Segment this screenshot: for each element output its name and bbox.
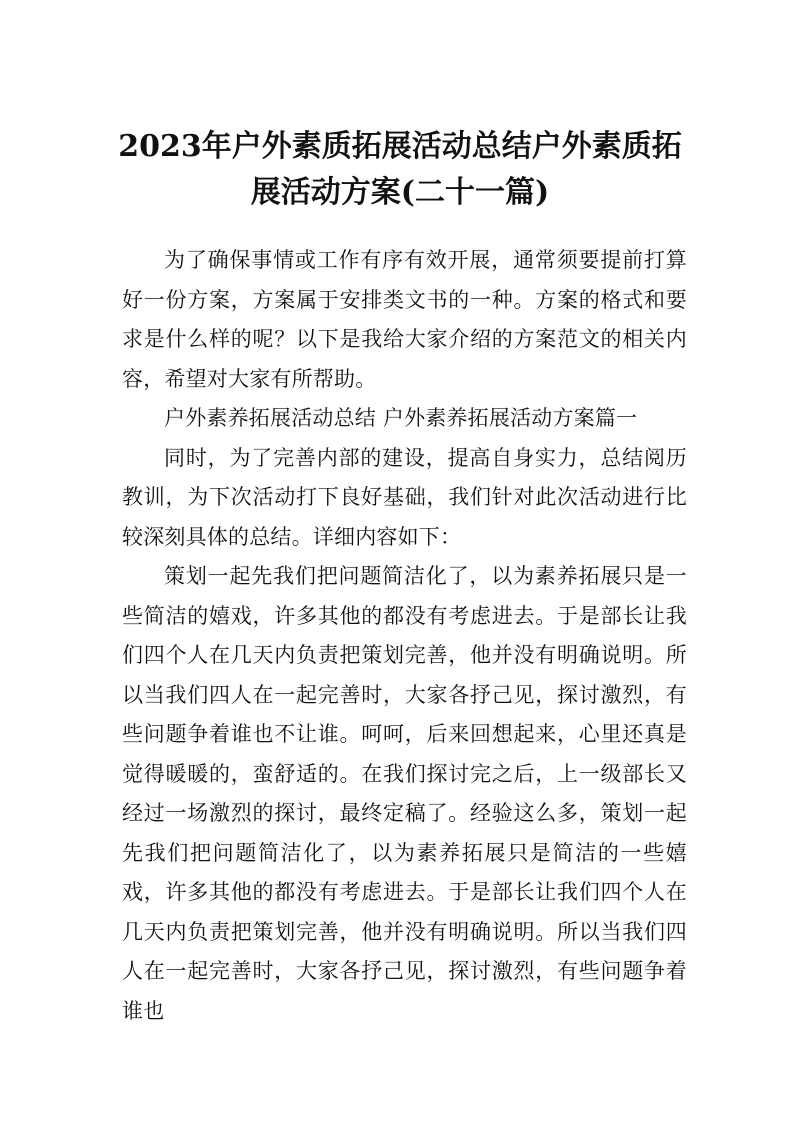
intro-paragraph: 为了确保事情或工作有序有效开展，通常须要提前打算好一份方案，方案属于安排类文书的一种。方案的格式和要求是什么样的呢？以下是我给大家介绍的方案范文的相关内容，希望对大家有所帮助。 bbox=[122, 248, 687, 391]
document-title bbox=[100, 124, 700, 216]
section-heading: 户外素养拓展活动总结 户外素养拓展活动方案篇一 bbox=[164, 406, 638, 430]
document-body bbox=[122, 241, 687, 1031]
planning-paragraph: 策划一起先我们把问题简洁化了，以为素养拓展只是一些简洁的嬉戏，许多其他的都没有考虑进去。于是部长让我们四个人在几天内负责把策划完善，他并没有明确说明。所以当我们四人在一起完善时，大家各抒己见，探讨激烈，有些问题争着谁也不让谁。呵呵，后来回想起来，心里还真是觉得暖暖的，蛮舒适的。在我们探讨完之后，上一级部长又经过一场激烈的探讨，最终定稿了。经验这么多，策划一起先我们把问题简洁化了，以为素养拓展只是简洁的一些嬉戏，许多其他的都没有考虑进去。于是部长让我们四个人在几天内负责把策划完善，他并没有明确说明。所以当我们四人在一起完善时，大家各抒己见，探讨激烈，有些问题争着谁也 bbox=[122, 564, 687, 1023]
title-line-2: 展活动方案(二十一篇) bbox=[250, 175, 550, 210]
title-line-1: 2023年户外素质拓展活动总结户外素质拓 bbox=[118, 129, 682, 164]
summary-paragraph: 同时，为了完善内部的建设，提高自身实力，总结阅历教训，为下次活动打下良好基础，我们针对此次活动进行比较深刻具体的总结。详细内容如下： bbox=[122, 445, 687, 549]
